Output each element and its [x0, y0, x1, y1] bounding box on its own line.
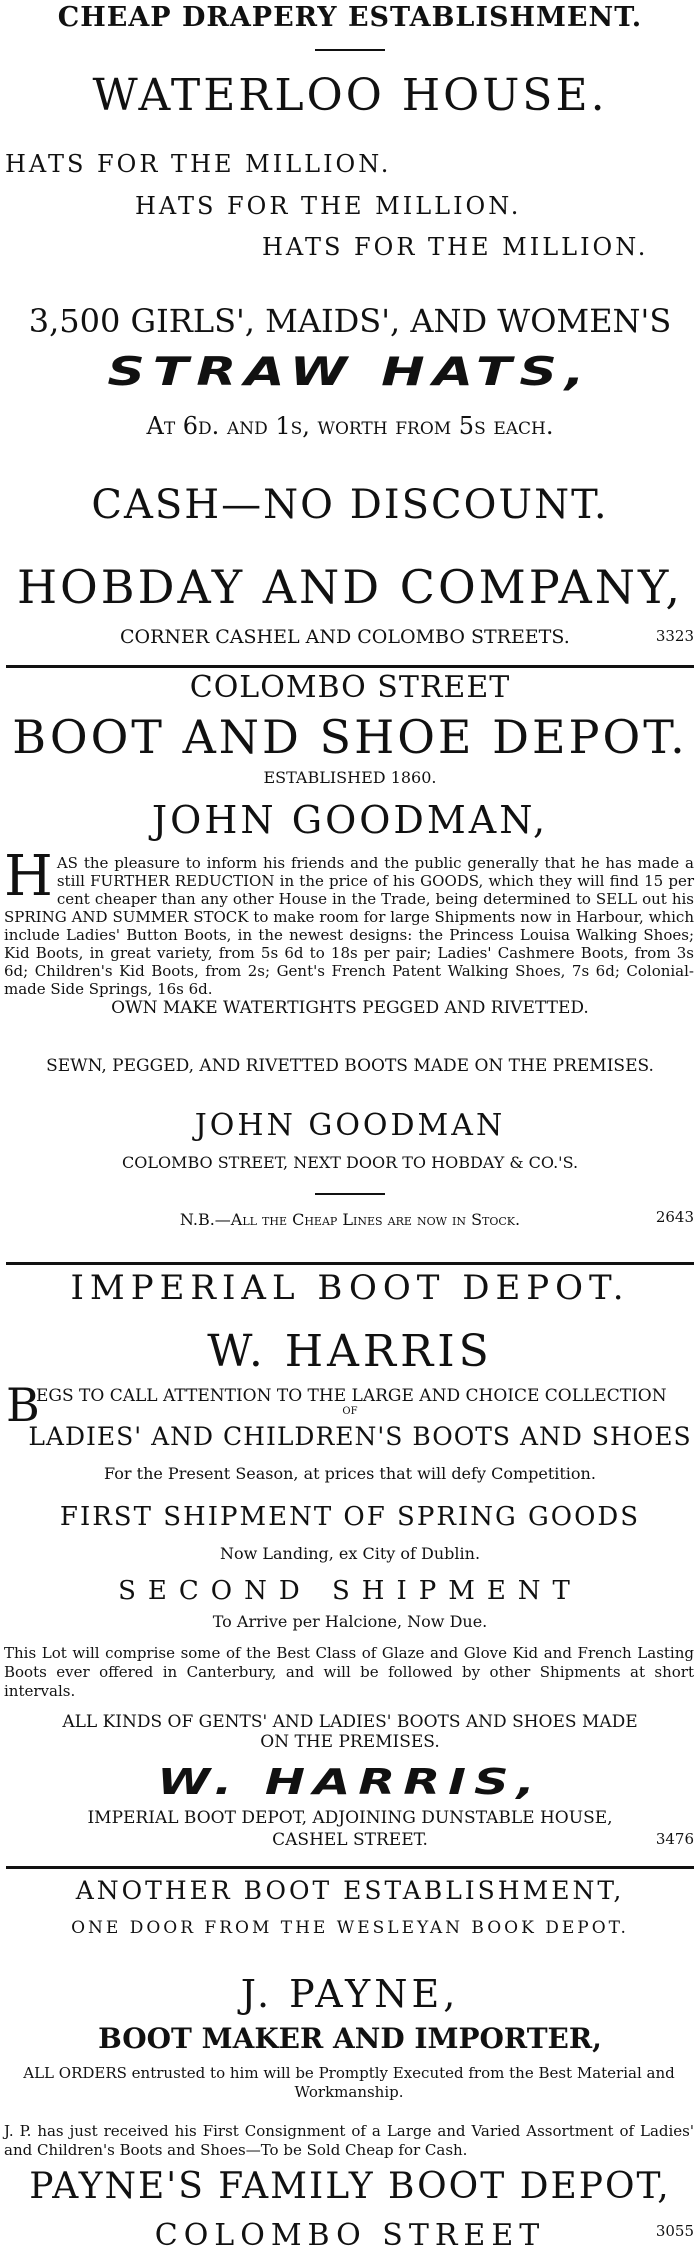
proprietor-name: JOHN GOODMAN, — [151, 798, 549, 842]
lot-paragraph: This Lot will comprise some of the Best Class of Glaze and Glove Kid and French Lasting Boots ever offered in Canterbury, and will be followed by other Shipments at short intervals. — [4, 1644, 694, 1700]
divider — [315, 49, 385, 51]
maker-line: BOOT MAKER AND IMPORTER, — [98, 2022, 602, 2055]
ad-number: 2643 — [655, 1208, 694, 1226]
ad-number: 3476 — [655, 1830, 694, 1848]
season-line: For the Present Season, at prices that will defy Competition. — [104, 1464, 596, 1483]
orders-paragraph: ALL ORDERS entrusted to him will be Promptly Executed from the Best Material and Workmanship. — [23, 2064, 675, 2101]
of-word: OF — [342, 1406, 358, 1417]
another-line: ANOTHER BOOT ESTABLISHMENT, — [75, 1876, 625, 1905]
adjoin-line: IMPERIAL BOOT DEPOT, ADJOINING DUNSTABLE HOUSE, — [87, 1808, 613, 1828]
proprietor-name-2: JOHN GOODMAN — [194, 1108, 506, 1143]
proprietor-name: W. HARRIS — [207, 1326, 493, 1377]
depot-title: BOOT AND SHOE DEPOT. — [12, 710, 688, 764]
ad-payne — [0, 1870, 700, 2253]
first-shipment: FIRST SHIPMENT OF SPRING GOODS — [59, 1502, 641, 1532]
dropcap: B — [6, 1378, 40, 1432]
company-name: HOBDAY AND COMPANY, — [16, 560, 684, 614]
ad-number: 3055 — [655, 2222, 694, 2240]
established-line: ESTABLISHED 1860. — [263, 768, 437, 787]
all-kinds-line-2: ON THE PREMISES. — [260, 1732, 440, 1752]
hats-line-3: HATS FOR THE MILLION. — [262, 233, 649, 261]
house-title: WATERLOO HOUSE. — [92, 70, 608, 121]
depot-title: IMPERIAL BOOT DEPOT. — [70, 1268, 630, 1308]
location-line: COLOMBO STREET, NEXT DOOR TO HOBDAY & CO.'S. — [121, 1153, 579, 1172]
harris-big-name: W. HARRIS, — [157, 1761, 543, 1803]
ad-header: CHEAP DRAPERY ESTABLISHMENT. — [57, 2, 643, 33]
ad-goodman — [0, 668, 700, 1262]
divider — [315, 1193, 385, 1195]
cash-line: CASH—NO DISCOUNT. — [91, 482, 609, 528]
company-address: CORNER CASHEL AND COLOMBO STREETS. — [120, 626, 570, 648]
hats-line-2: HATS FOR THE MILLION. — [135, 192, 522, 220]
family-depot: PAYNE'S FAMILY BOOT DEPOT, — [29, 2166, 671, 2207]
cashel-line: CASHEL STREET. — [272, 1830, 428, 1850]
street-title: COLOMBO STREET — [189, 670, 511, 705]
all-kinds-line-1: ALL KINDS OF GENTS' AND LADIES' BOOTS AND SHOES MADE — [62, 1712, 638, 1732]
hats-line-1: HATS FOR THE MILLION. — [5, 150, 392, 178]
landing-line: Now Landing, ex City of Dublin. — [219, 1544, 481, 1563]
price-line: At 6d. and 1s, worth from 5s each. — [146, 412, 554, 440]
girls-line: 3,500 GIRLS', MAIDS', AND WOMEN'S — [28, 302, 672, 340]
arrive-line: To Arrive per Halcione, Now Due. — [212, 1612, 488, 1631]
received-paragraph: J. P. has just received his First Consignment of a Large and Varied Assortment of Ladies' and Children's Boots and Shoes—To be Sold Cheap for Cash. — [4, 2122, 694, 2159]
proprietor-name: J. PAYNE, — [240, 1972, 460, 2016]
dropcap: H — [4, 844, 53, 909]
divider — [6, 1262, 694, 1265]
sewn-line: SEWN, PEGGED, AND RIVETTED BOOTS MADE ON THE PREMISES. — [46, 1056, 654, 1076]
nb-line: N.B.—All the Cheap Lines are now in Stock. — [179, 1210, 521, 1229]
second-shipment: SECOND SHIPMENT — [118, 1576, 582, 1606]
straw-hats: STRAW HATS, — [107, 349, 593, 395]
colombo-line: COLOMBO STREET — [154, 2218, 546, 2253]
ad-harris: IMPERIAL BOOT DEPOT. W. HARRIS B EGS TO CALL ATTENTION TO THE LARGE AND CHOICE COLLECTION OF LADIES' AND CHILDREN'S BOOTS AND SHOES For the Present Season, at prices that will defy Competition. FIRST SHIPMENT OF SPRING GOODS Now Landing, ex City of Dublin. SECOND SHIPMENT To Arrive per Halcione, Now Due. This Lot will comprise some of the Best Class of Glaze and Glove Kid and French Lasting Boots ever offered in Canterbury, and will be followed by other Shipments at short intervals. ALL KINDS OF GENTS' AND LADIES' BOOTS AND SHOES MADE ON THE PREMISES. W. HARRIS, IMPERIAL BOOT DEPOT, ADJOINING DUNSTABLE HOUSE, CASHEL STREET. 3476 — [0, 1266, 700, 1866]
divider — [6, 1866, 694, 1869]
one-door-line: ONE DOOR FROM THE WESLEYAN BOOK DEPOT. — [71, 1918, 629, 1938]
body-paragraph: HAS the pleasure to inform his friends and the public generally that he has made a still FURTHER REDUCTION in the price of his GOODS, which they will find 15 per cent cheaper than any other House in the Trade, being determined to SELL out his SPRING AND SUMMER STOCK to make room for large Shipments now in Harbour, which include Ladies' Button Boots, in the newest designs: the Princess Louisa Walking Shoes; Kid Boots, in great variety, from 5s 6d to 18s per pair; Ladies' Cashmere Boots, from 3s 6d; Children's Kid Boots, from 2s; Gent's French Patent Walking Shoes, 7s 6d; Colonial-made Side Springs, 16s 6d. — [4, 844, 694, 998]
own-make-line: OWN MAKE WATERTIGHTS PEGGED AND RIVETTED. — [111, 998, 589, 1018]
ad-waterloo-house — [0, 0, 700, 665]
ladies-line: LADIES' AND CHILDREN'S BOOTS AND SHOES — [28, 1422, 692, 1451]
ad-number: 3323 — [655, 627, 694, 645]
